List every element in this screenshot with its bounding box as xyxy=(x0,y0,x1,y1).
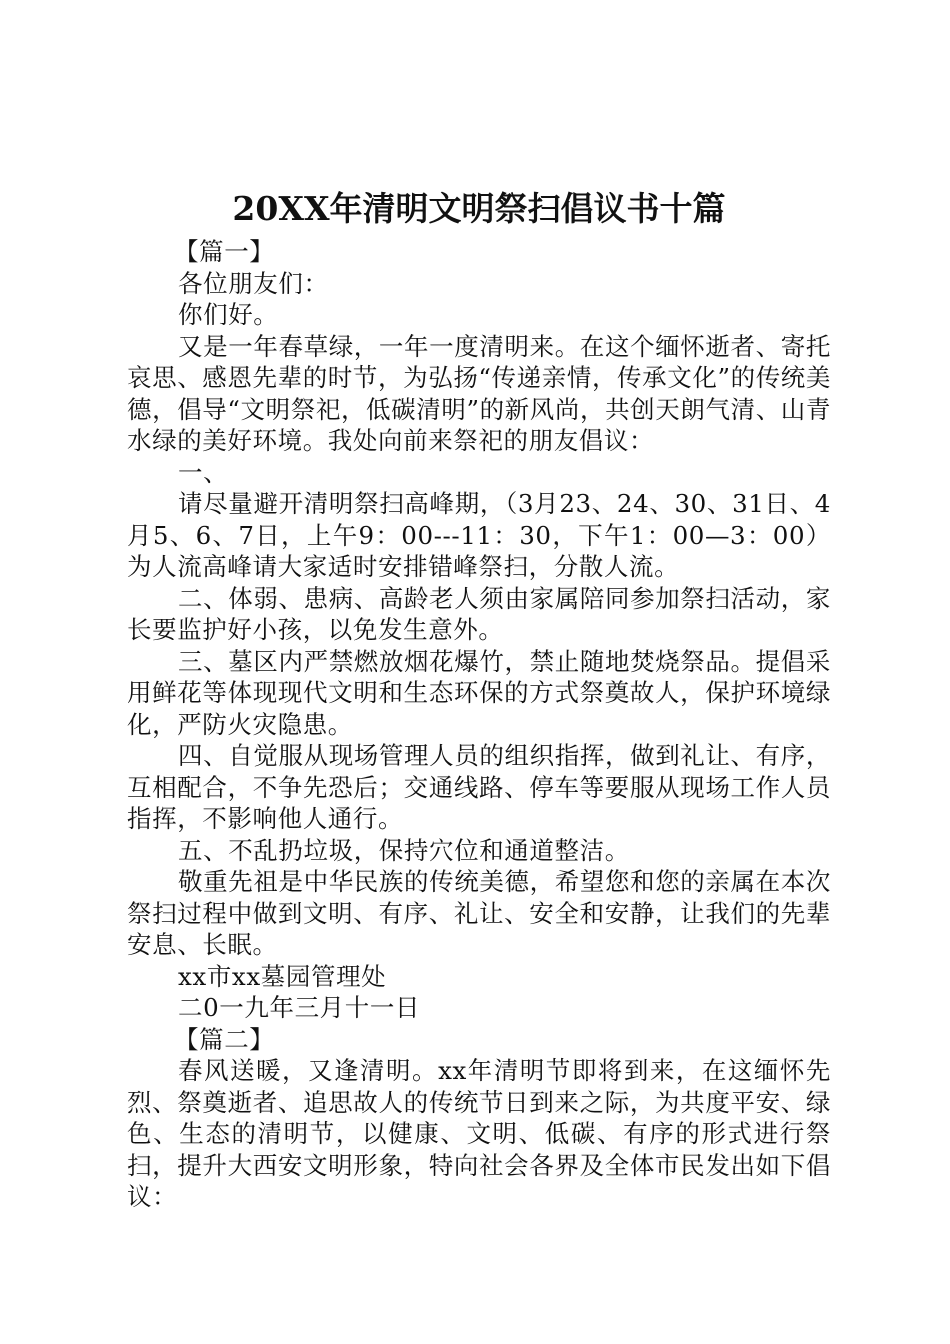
closing-paragraph: 敬重先祖是中华民族的传统美德，希望您和您的亲属在本次祭扫过程中做到文明、有序、礼让、安全和安静，让我们的先辈安息、长眠。 xyxy=(127,867,831,959)
intro-paragraph: 又是一年春草绿，一年一度清明来。在这个缅怀逝者、寄托哀思、感恩先辈的时节，为弘扬“传递亲情，传承文化”的传统美德，倡导“文明祭祀，低碳清明”的新风尚，共创天朗气清、山青水绿的美好环境。我处向前来祭祀的朋友倡议： xyxy=(127,331,831,455)
section-heading-1: 【篇一】 xyxy=(174,237,275,266)
item-one-marker: 一、 xyxy=(178,457,229,487)
document-title: 20XX年清明文明祭扫倡议书十篇 xyxy=(232,189,726,228)
signature-date: 二0一九年三月十一日 xyxy=(178,993,421,1022)
signature-org: xx市xx墓园管理处 xyxy=(178,961,387,991)
item-four-paragraph: 四、自觉服从现场管理人员的组织指挥，做到礼让、有序，互相配合，不争先恐后；交通线路、停车等要服从现场工作人员指挥，不影响他人通行。 xyxy=(127,741,831,833)
item-two-paragraph: 二、体弱、患病、高龄老人须由家属陪同参加祭扫活动，家长要监护好小孩，以免发生意外。 xyxy=(127,583,831,644)
section-two-intro: 春风送暖，又逢清明。xx年清明节即将到来，在这缅怀先烈、祭奠逝者、追思故人的传统节日到来之际，为共度平安、绿色、生态的清明节，以健康、文明、低碳、有序的形式进行祭扫，提升大西安文明形象，特向社会各界及全体市民发出如下倡议： xyxy=(127,1056,831,1211)
salutation: 各位朋友们： xyxy=(178,268,329,298)
document-page xyxy=(127,186,831,1213)
item-three-paragraph: 三、墓区内严禁燃放烟花爆竹，禁止随地焚烧祭品。提倡采用鲜花等体现现代文明和生态环保的方式祭奠故人，保护环境绿化，严防火灾隐患。 xyxy=(127,646,831,739)
item-five-paragraph: 五、不乱扔垃圾，保持穴位和通道整洁。 xyxy=(178,835,630,865)
item-one-paragraph: 请尽量避开清明祭扫高峰期，（3月23、24、30、31日、4月5、6、7日，上午9：00---11：30，下午1：00—3：00）为人流高峰请大家适时安排错峰祭扫，分散人流。 xyxy=(127,489,831,581)
section-heading-2: 【篇二】 xyxy=(174,1024,275,1054)
greeting: 你们好。 xyxy=(178,300,279,329)
